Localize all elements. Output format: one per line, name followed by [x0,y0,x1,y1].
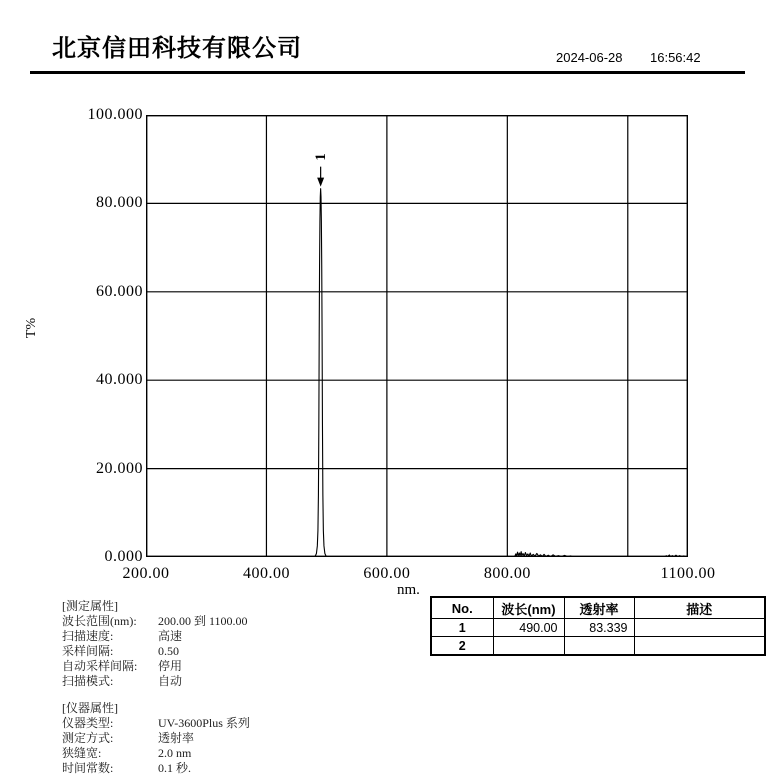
peak-table-header-cell: No. [431,597,493,619]
property-value: 透射率 [158,731,195,745]
spectrum-curve [146,189,688,557]
property-label: 扫描模式: [62,674,114,688]
company-title: 北京信田科技有限公司 [52,36,302,62]
peak-table-cell [493,637,564,656]
peak-table-cell [634,619,765,637]
peak-table-cell [634,637,765,656]
property-value: 高速 [158,629,183,643]
property-value: 200.00 到 1100.00 [158,614,248,628]
section-title-measurement: [测定属性] [62,599,118,613]
measurement-properties-section [62,599,248,689]
property-label: 自动采样间隔: [62,659,138,673]
property-value: 2.0 nm [158,746,192,760]
peak-table-cell: 83.339 [564,619,634,637]
property-value: 自动 [158,674,183,688]
property-row [62,746,250,761]
plot-frame [147,116,688,557]
time-label: 16:56:42 [650,50,701,65]
y-axis-title: T% [24,317,40,339]
instrument-properties-section [62,701,250,776]
property-row [62,674,248,689]
property-label: 测定方式: [62,731,114,745]
y-tick-label: 20.000 [96,459,143,477]
property-label: 波长范围(nm): [62,614,137,628]
peak-table-row [431,637,765,656]
x-tick-label: 400.00 [242,565,290,582]
property-value: 0.50 [158,644,179,658]
y-tick-label: 0.000 [104,548,143,565]
property-label: 扫描速度: [62,629,114,643]
x-tick-label: 800.00 [483,565,531,582]
property-row [62,644,248,659]
property-row [62,761,250,776]
property-row [62,614,248,629]
x-tick-label: 200.00 [122,565,170,582]
peak-marker-label: 1 [312,152,329,161]
property-row [62,659,248,674]
property-label: 时间常数: [62,761,114,775]
peak-table-header-cell: 波长(nm) [493,597,564,619]
spectrum-plot [146,115,688,557]
peak-table-cell: 490.00 [493,619,564,637]
date-label: 2024-06-28 [556,50,623,65]
property-value: UV-3600Plus 系列 [158,716,250,730]
peak-table-cell [564,637,634,656]
property-value: 停用 [158,659,183,673]
x-tick-label: 600.00 [363,565,411,582]
y-tick-label: 80.000 [96,194,143,212]
x-axis-title: nm. [397,582,420,598]
peak-table-no-cell: 1 [431,619,493,637]
peak-table-header-cell: 透射率 [564,597,634,619]
property-label: 狭缝宽: [62,746,102,760]
property-value: 0.1 秒. [158,761,192,775]
property-row [62,731,250,746]
property-label: 仪器类型: [62,716,114,730]
y-tick-label: 40.000 [96,371,143,389]
peak-table-no-cell: 2 [431,637,493,656]
peak-table-header-cell: 描述 [634,597,765,619]
peak-table [430,596,766,656]
peak-marker-arrowhead [317,178,324,187]
peak-table-header [431,597,765,619]
y-tick-label: 100.000 [87,106,143,123]
property-label: 采样间隔: [62,644,114,658]
header-rule [30,71,745,74]
property-row [62,716,250,731]
x-tick-label: 1100.00 [660,565,716,582]
y-tick-label: 60.000 [96,282,143,300]
section-title-instrument: [仪器属性] [62,701,118,715]
property-row [62,629,248,644]
peak-table-row [431,619,765,637]
